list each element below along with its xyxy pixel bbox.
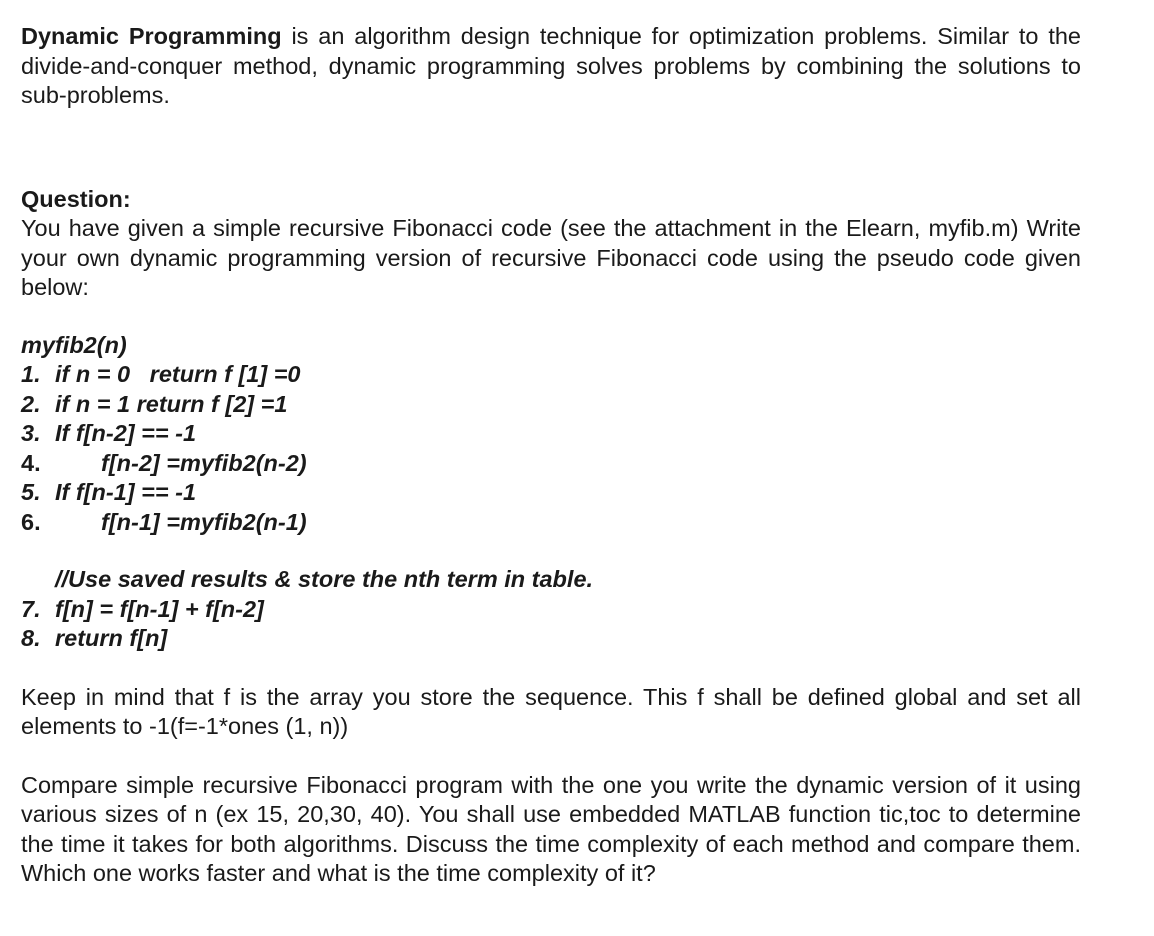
- pseudocode-line: [21, 478, 1081, 508]
- compare-paragraph: Compare simple recursive Fibonacci program with the one you write the dynamic version of it using various sizes of n (ex 15, 20,30, 40). You shall use embedded MATLAB function tic,toc to determine the time it takes for both algorithms. Discuss the time complexity of each method and compare them. Which one works faster and what is the time complexity of it?: [21, 771, 1081, 886]
- pseudocode-line: [21, 390, 1081, 420]
- intro-term: Dynamic Programming: [21, 23, 282, 49]
- line-text: return f[n]: [55, 625, 168, 651]
- pseudocode-line: [21, 624, 1081, 654]
- intro-text: is an algorithm design technique for optimization problems. Similar to the divide-and-conquer method, dynamic programming solves problems by combining the solutions to sub-problems.: [21, 23, 1081, 108]
- question-heading: Question:: [21, 185, 131, 212]
- line-text: if n = 0 return f [1] =0: [55, 361, 301, 387]
- pseudocode-comment: //Use saved results & store the nth term in table.: [55, 566, 594, 592]
- line-number: 6.: [21, 508, 41, 535]
- question-body: You have given a simple recursive Fibonacci code (see the attachment in the Elearn, myfib.m) Write your own dynamic programming version of recursive Fibonacci code using the pseudo code given below:: [21, 215, 1081, 300]
- pseudocode-block: [21, 331, 1081, 654]
- pseudocode-line: [21, 360, 1081, 390]
- note-paragraph: Keep in mind that f is the array you store the sequence. This f shall be defined global and set all elements to -1(f=-1*ones (1, n)): [21, 683, 1081, 739]
- line-number: 5.: [21, 479, 41, 505]
- line-text: f[n-2] =myfib2(n-2): [101, 449, 307, 476]
- line-text: f[n] = f[n-1] + f[n-2]: [55, 595, 264, 622]
- line-number: 8.: [21, 625, 41, 651]
- pseudocode-line: [21, 449, 1081, 479]
- line-text: If f[n-2] == -1: [55, 420, 197, 446]
- line-text: f[n-1] =myfib2(n-1): [101, 508, 307, 535]
- pseudocode-line: [21, 508, 1081, 538]
- pseudocode-line: [21, 595, 1081, 625]
- line-text: If f[n-1] == -1: [55, 479, 197, 505]
- line-number: 3.: [21, 420, 41, 446]
- document: [21, 22, 1081, 889]
- line-text: if n = 1 return f [2] =1: [55, 390, 288, 417]
- line-number: 1.: [21, 361, 41, 387]
- intro-paragraph: [21, 22, 1081, 111]
- line-number: 7.: [21, 595, 41, 622]
- pseudocode-signature: myfib2(n): [21, 331, 127, 358]
- line-number: 2.: [21, 390, 41, 417]
- line-number: 4.: [21, 449, 41, 476]
- pseudocode-line: [21, 419, 1081, 449]
